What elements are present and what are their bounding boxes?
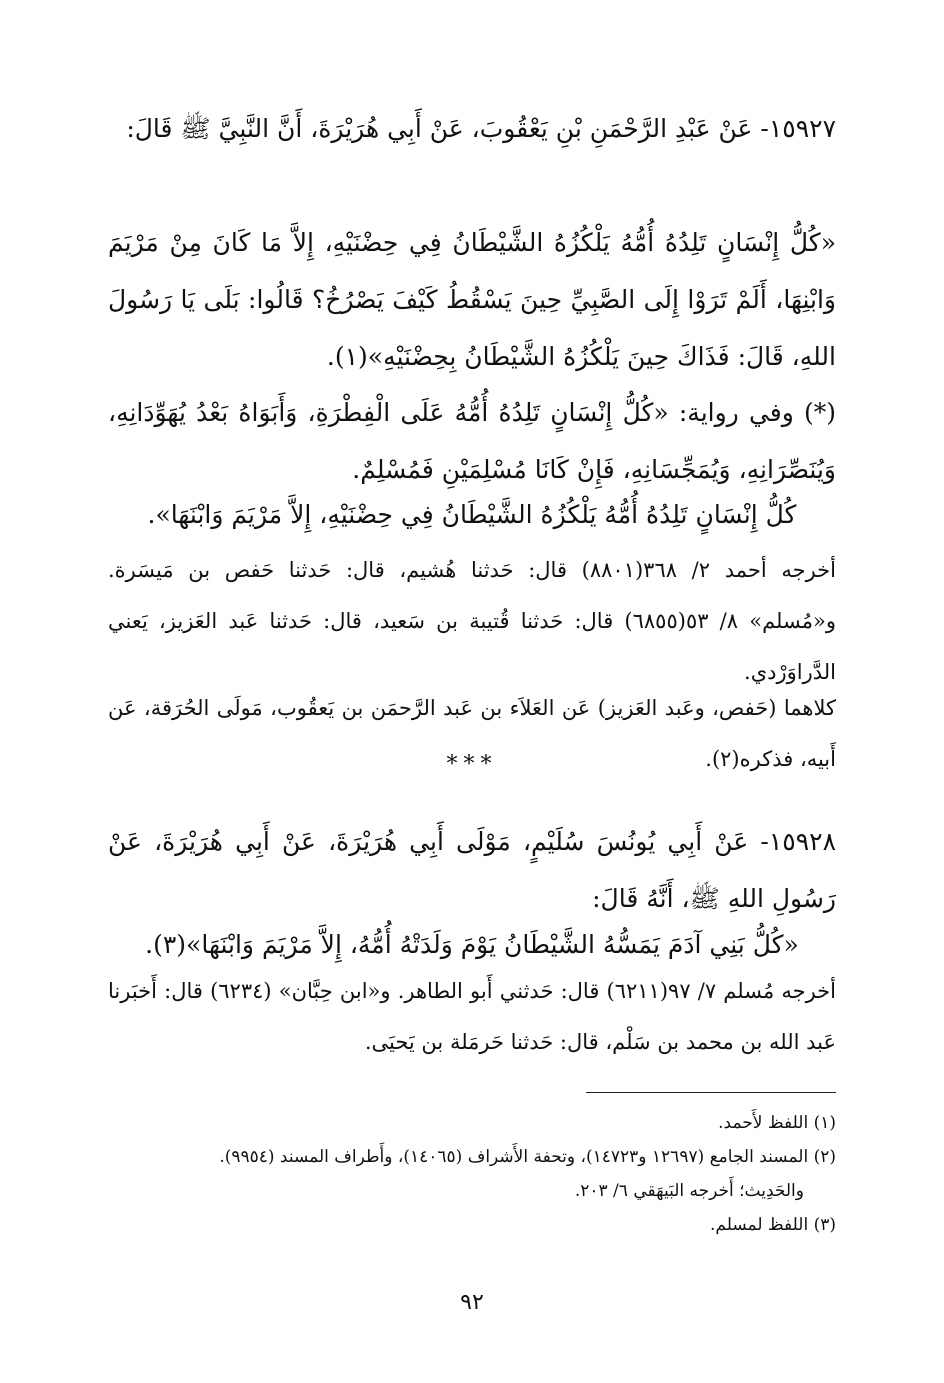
hadith-15928-text: «كُلُّ بَنِي آدَمَ يَمَسُّهُ الشَّيْطَانُ يَوْمَ وَلَدَتْهُ أُمُّهُ، إِلاَّ مَرْيَمَ وَابْنَهَا»(٣).: [145, 930, 799, 959]
hadith-15927-riwaya-continued: كُلُّ إِنْسَانٍ تَلِدُهُ أُمُّهُ يَلْكُزُهُ الشَّيْطَانُ فِي حِضْنَيْهِ، إِلاَّ مَرْيَمَ وَابْنَهَا».: [147, 500, 797, 529]
footnotes: [108, 1106, 836, 1242]
hadith-15928-takhrij: أخرجه مُسلم ٧/ ٩٧(٦٢١١) قال: حَدثني أَبو الطاهر. و«ابن حِبَّان» (٦٢٣٤) قال: أَخبَرنا عَبد الله بن محمد بن سَلْم، قال: حَدثنا حَرمَلة بن يَحيَى.: [108, 979, 836, 1054]
hadith-15927-heading: ١٥٩٢٧- عَنْ عَبْدِ الرَّحْمَنِ بْنِ يَعْقُوبَ، عَنْ أَبِي هُرَيْرَةَ، أَنَّ النَّبِيَّ ﷺ قَالَ:: [126, 114, 836, 143]
footnote-2: (٢) المسند الجامع (١٢٦٩٧ و١٤٧٢٣)، وتحفة الأَشراف (١٤٠٦٥)، وأَطراف المسند (٩٩٥٤).: [219, 1147, 836, 1167]
hadith-15927-riwaya: (*) وفي رواية: «كُلُّ إِنْسَانٍ تَلِدُهُ أُمُّهُ عَلَى الْفِطْرَةِ، وَأَبَوَاهُ بَعْدُ يُهَوِّدَانِهِ، وَيُنَصِّرَانِهِ، وَيُمَجِّسَانِهِ، فَإِنْ كَانَا مُسْلِمَيْنِ فَمُسْلِمٌ.: [108, 398, 836, 484]
hadith-15927-text: «كُلُّ إِنْسَانٍ تَلِدُهُ أُمُّهُ يَلْكُزُهُ الشَّيْطَانُ فِي حِضْنَيْهِ، إِلاَّ مَا كَانَ مِنْ مَرْيَمَ وَابْنِهَا، أَلَمْ تَرَوْا إِلَى الصَّبِيِّ حِينَ يَسْقُطُ كَيْفَ يَصْرُخُ؟ قَالُوا: بَلَى يَا رَسُولَ اللهِ، قَالَ: فَذَاكَ حِينَ يَلْكُزُهُ الشَّيْطَانُ بِحِضْنَيْهِ»(١).: [108, 228, 836, 371]
footnote-1: (١) اللفظ لأَحمد.: [718, 1113, 836, 1133]
hadith-15927-takhrij-chain: كلاهما (حَفص، وعَبد العَزيز) عَن العَلاَء بن عَبد الرَّحمَن بن يَعقُوب، مَولَى الحُرَقة، عَن أَبيه، فذكره(٢).: [108, 696, 836, 771]
footnote-divider: [586, 1092, 836, 1093]
hadith-15928-heading: ١٥٩٢٨- عَنْ أَبِي يُونُسَ سُلَيْمٍ، مَوْلَى أَبِي هُرَيْرَةَ، عَنْ أَبِي هُرَيْرَةَ، عَنْ رَسُولِ اللهِ ﷺ، أَنَّهُ قَالَ:: [108, 827, 836, 913]
footnote-2-continued: والحَدِيث؛ أَخرجه البَيهَقي ٦/ ٢٠٣.: [574, 1181, 804, 1201]
page-number: ٩٢: [460, 1290, 484, 1315]
hadith-15927-takhrij: أخرجه أحمد ٢/ ٣٦٨(٨٨٠١) قال: حَدثنا هُشيم، قال: حَدثنا حَفص بن مَيسَرة. و«مُسلم» ٨/ ٥٣(٦٨٥٥) قال: حَدثنا قُتيبة بن سَعيد، قال: حَدثنا عَبد العَزيز، يَعني الدَّراوَرْدي.: [108, 558, 836, 684]
section-separator: ***: [446, 752, 498, 777]
footnote-3: (٣) اللفظ لمسلم.: [709, 1215, 836, 1235]
